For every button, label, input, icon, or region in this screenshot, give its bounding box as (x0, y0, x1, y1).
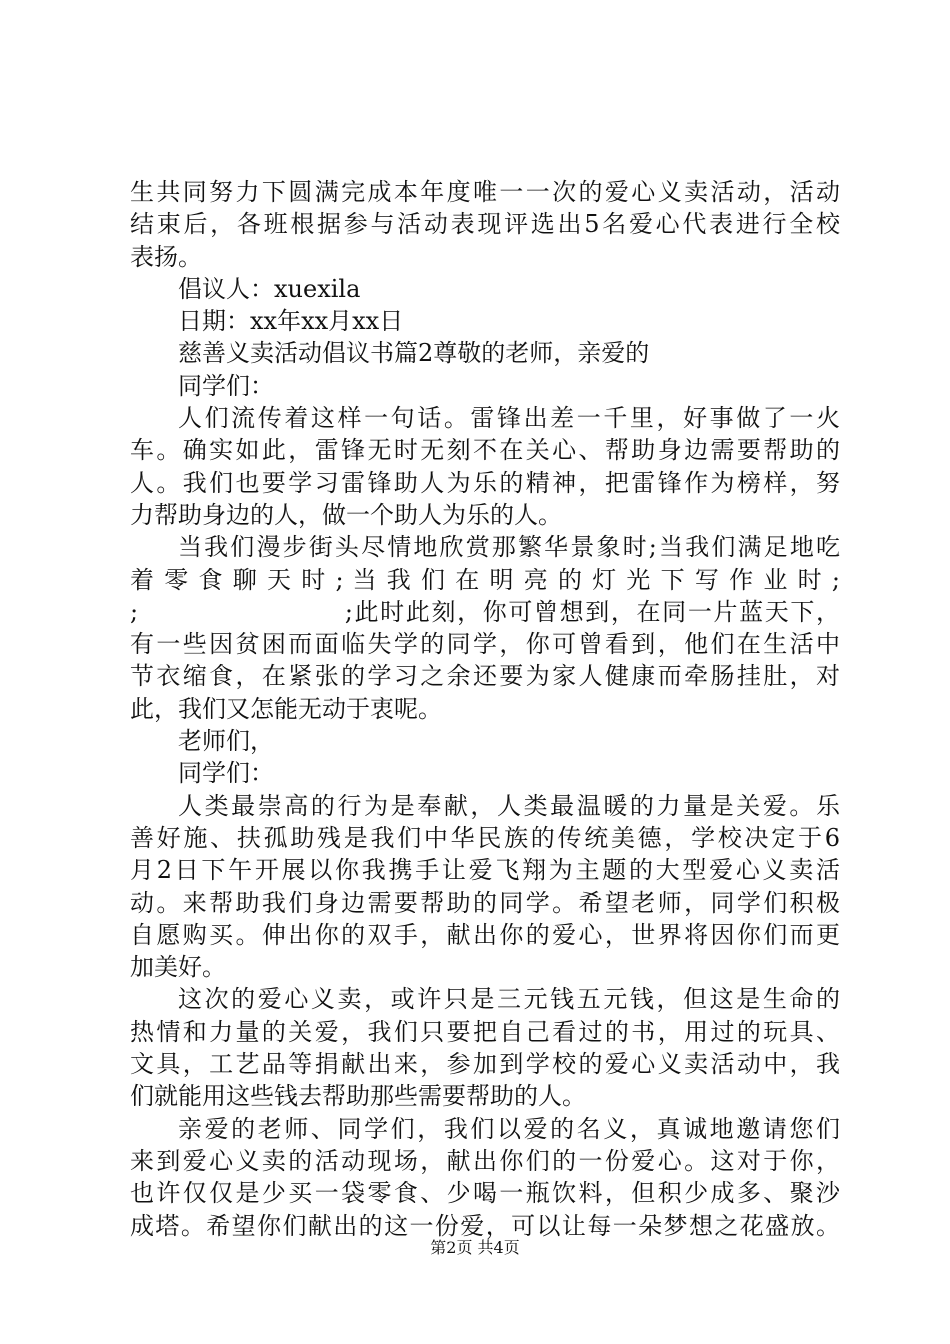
text-line: 着 零 食 聊 天 时 ; 当 我 们 在 明 亮 的 灯 光 下 写 作 业 时 ; (130, 565, 840, 594)
text-line: 成塔。希望你们献出的这一份爱，可以让每一朵梦想之花盛放。 (130, 1211, 840, 1240)
text-line: 同学们： (178, 759, 274, 788)
text-line: 车。确实如此，雷锋无时无刻不在关心、帮助身边需要帮助的 (130, 436, 840, 465)
text-line: 此，我们又怎能无动于衷呢。 (130, 694, 442, 723)
text-line: 人们流传着这样一句话。雷锋出差一千里，好事做了一火 (178, 404, 840, 433)
text-line: 结束后，各班根据参与活动表现评选出5名爱心代表进行全校 (130, 210, 840, 239)
text-line: 同学们： (178, 371, 274, 400)
text-line: 这次的爱心义卖，或许只是三元钱五元钱，但这是生命的 (178, 985, 840, 1014)
text-line: 月2日下午开展以你我携手让爱飞翔为主题的大型爱心义卖活 (130, 856, 840, 885)
text-line: 有一些因贫困而面临失学的同学，你可曾看到，他们在生活中 (130, 630, 840, 659)
text-line: 善好施、扶孤助残是我们中华民族的传统美德，学校决定于6 (130, 823, 840, 852)
page-footer: 第2页 共4页 (430, 1238, 520, 1257)
text-line: ; ;此时此刻，你可曾想到，在同一片蓝天下， (130, 597, 840, 626)
text-line: 们就能用这些钱去帮助那些需要帮助的人。 (130, 1082, 586, 1111)
text-line: 也许仅仅是少买一袋零食、少喝一瓶饮料，但积少成多、聚沙 (130, 1179, 840, 1208)
text-line: 加美好。 (130, 953, 226, 982)
text-line: 动。来帮助我们身边需要帮助的同学。希望老师，同学们积极 (130, 888, 840, 917)
text-line: 力帮助身边的人，做一个助人为乐的人。 (130, 500, 562, 529)
text-line: 慈善义卖活动倡议书篇2尊敬的老师，亲爱的 (178, 339, 650, 368)
text-line: 节衣缩食，在紧张的学习之余还要为家人健康而牵肠挂肚，对 (130, 662, 840, 691)
text-line: 自愿购买。伸出你的双手，献出你的爱心，世界将因你们而更 (130, 920, 840, 949)
document-body (130, 176, 840, 1242)
text-line: 人类最崇高的行为是奉献，人类最温暖的力量是关爱。乐 (178, 791, 840, 820)
text-line: 亲爱的老师、同学们，我们以爱的名义，真诚地邀请您们 (178, 1114, 840, 1143)
text-line: 生共同努力下圆满完成本年度唯一一次的爱心义卖活动，活动 (130, 178, 840, 206)
text-line: 人。我们也要学习雷锋助人为乐的精神，把雷锋作为榜样，努 (130, 468, 840, 497)
text-line: 热情和力量的关爱，我们只要把自己看过的书，用过的玩具、 (130, 1017, 840, 1046)
text-line: 表扬。 (130, 242, 202, 271)
text-line: 来到爱心义卖的活动现场，献出你们的一份爱心。这对于你， (130, 1146, 840, 1175)
text-line: 日期：xx年xx月xx日 (178, 307, 404, 336)
text-line: 老师们， (178, 727, 274, 756)
text-line: 倡议人：xuexila (178, 274, 361, 303)
text-line: 文具，工艺品等捐献出来，参加到学校的爱心义卖活动中，我 (130, 1050, 840, 1079)
text-line: 当我们漫步街头尽情地欣赏那繁华景象时;当我们满足地吃 (178, 533, 840, 562)
